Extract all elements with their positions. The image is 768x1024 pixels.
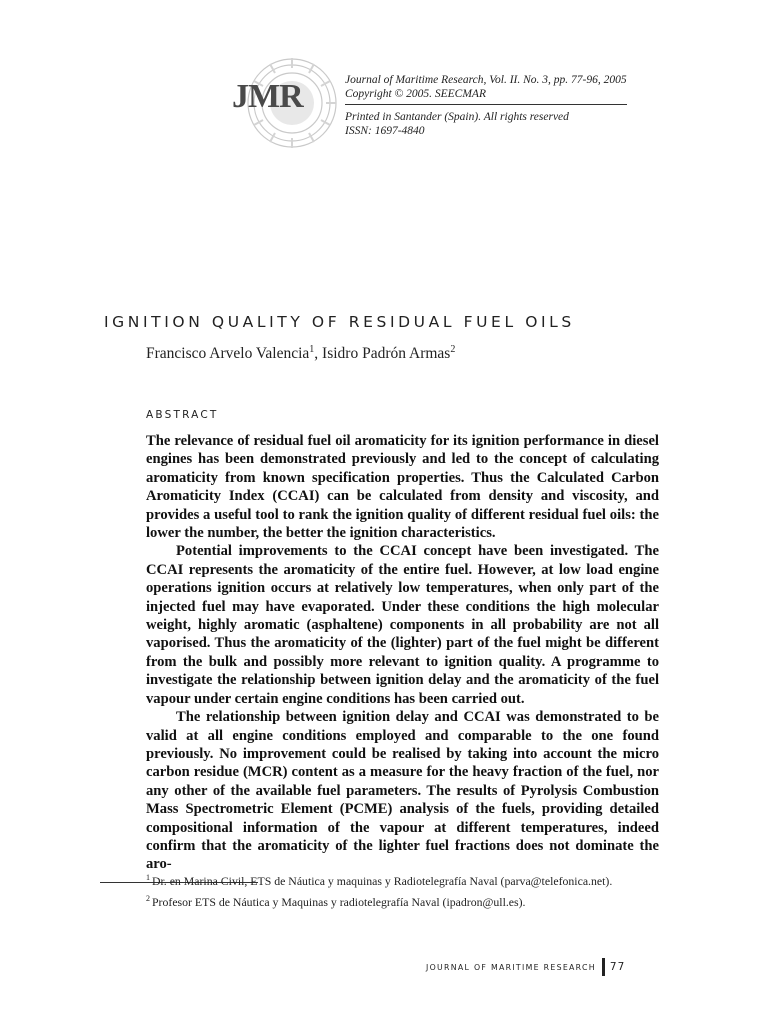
footnotes	[146, 869, 686, 911]
running-footer	[426, 958, 625, 976]
author-name: Isidro Padrón Armas	[322, 345, 451, 363]
issn-line: ISSN: 1697-4840	[345, 125, 425, 137]
abstract-paragraph: Potential improvements to the CCAI concept have been investigated. The CCAI represents the aromaticity of the entire fuel. However, at low load engine operations ignition occurs at relatively low temperatures, when only part of the injected fuel may have evaporated. Under these conditions the high molecular weight, highly aromatic (asphaltene) components in all probability are not all vaporised. Thus the aromaticity of the (lighter) part of the fuel might be different from the bulk and possibly more relevant to ignition quality. A programme to investigate the relationship between ignition delay and the aromaticity of the fuel vapour under certain engine conditions has been carried out.	[146, 543, 659, 707]
citation-line: Journal of Maritime Research, Vol. II. No. 3, pp. 77-96, 2005	[345, 74, 627, 86]
footnote-number: 1	[146, 873, 150, 882]
logo-wordmark: JMR	[232, 78, 303, 115]
journal-logo	[232, 48, 342, 158]
footnote-marker[interactable]: 2	[450, 344, 456, 355]
printed-line: Printed in Santander (Spain). All rights reserved	[345, 111, 569, 123]
footnote-number: 2	[146, 893, 150, 903]
footnote	[146, 869, 686, 890]
footer-divider	[602, 958, 605, 976]
masthead	[345, 73, 627, 138]
author-name: Francisco Arvelo Valencia	[146, 345, 310, 363]
article-title: IGNITION QUALITY OF RESIDUAL FUEL OILS	[104, 313, 575, 331]
abstract-paragraph: The relevance of residual fuel oil aromaticity for its ignition performance in diesel engines has been demonstrated previously and led to the concept of calculating aromaticity from known specification properties. Thus the Calculated Carbon Aromaticity Index (CCAI) can be calculated from density and viscosity, and provides a useful tool to rank the ignition quality of different residual fuel oils: the lower the number, the better the ignition characteristics.	[146, 433, 659, 542]
footnote-text: Profesor ETS de Náutica y Maquinas y radiotelegrafía Naval (ipadron@ull.es).	[152, 894, 526, 909]
footnote-marker[interactable]: 1	[309, 344, 315, 355]
footnote-text: Dr. en Marina Civil, ETS de Náutica y maquinas y Radiotelegrafía Naval (parva@telefonica.net).	[152, 873, 613, 888]
abstract-paragraph: The relationship between ignition delay and CCAI was demonstrated to be valid at all engine conditions employed and comparable to the one found previously. No improvement could be realised by taking into account the micro carbon residue (MCR) content as a measure for the heavy fraction of the fuel, nor any other of the available fuel parameters. The results of Pyrolysis Combustion Mass Spectrometric Element (PCME) analysis of the fuels, providing detailed compositional information of the vapour at different temperatures, indeed confirm that the aromaticity of the lighter fuel fractions does not dominate the aro-	[146, 709, 659, 873]
abstract-body	[146, 432, 659, 874]
footer-journal-name: JOURNAL OF MARITIME RESEARCH	[426, 962, 596, 972]
copyright-line: Copyright © 2005. SEECMAR	[345, 88, 486, 100]
abstract-heading: ABSTRACT	[146, 409, 219, 421]
author-separator: ,	[314, 345, 323, 363]
page-number: 77	[609, 961, 626, 973]
masthead-rule	[345, 104, 627, 105]
footnote	[146, 890, 686, 911]
author-line	[146, 344, 455, 363]
